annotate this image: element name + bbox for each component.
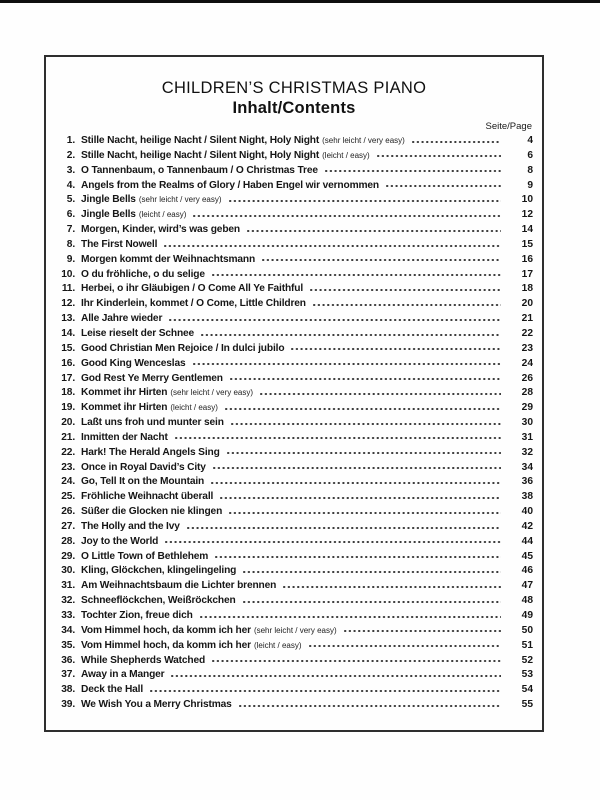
dot-leader (164, 245, 501, 247)
toc-entry (51, 462, 533, 477)
toc-entry (51, 580, 533, 595)
entry-page-number: 52 (521, 654, 533, 666)
entry-title-text: Leise rieselt der Schnee (81, 327, 195, 339)
entry-title (81, 328, 194, 339)
toc-entry (51, 595, 533, 610)
toc-entry (51, 417, 533, 432)
entry-title-text: O Tannenbaum, o Tannenbaum / O Christmas Tree (81, 164, 318, 176)
entry-title (81, 165, 318, 176)
dot-leader (262, 259, 501, 261)
entry-page-number: 23 (521, 342, 533, 354)
toc-entry (51, 565, 533, 580)
entry-page-number: 51 (521, 639, 533, 651)
entry-title (81, 521, 180, 532)
entry-title (81, 610, 193, 621)
entry-title-text: O du fröhliche, o du selige (81, 268, 205, 280)
dot-leader (325, 170, 501, 172)
entry-page-number: 54 (521, 684, 533, 696)
entry-title-text: Angels from the Realms of Glory / Haben Engel wir vernommen (81, 179, 379, 191)
contents-heading: Inhalt/Contents (232, 99, 356, 117)
entry-number: 22. (61, 446, 75, 458)
entry-title-text: O Little Town of Bethlehem (81, 550, 209, 562)
entry-number: 12. (61, 298, 75, 310)
entry-number: 8. (66, 238, 75, 250)
entry-title (81, 135, 405, 146)
entry-title-text: Go, Tell It on the Mountain (81, 476, 205, 488)
entry-page-number: 22 (521, 327, 533, 339)
entry-title-text: Good King Wenceslas (81, 357, 186, 369)
entry-page-number: 14 (521, 224, 533, 236)
toc-entry (51, 358, 533, 373)
entry-title (81, 684, 143, 695)
entry-page-number: 28 (521, 387, 533, 399)
dot-leader (175, 437, 501, 439)
entry-title-text: God Rest Ye Merry Gentlemen (81, 372, 223, 384)
entry-number: 36. (61, 654, 75, 666)
dot-leader (220, 497, 501, 499)
entry-title (81, 343, 284, 354)
entry-title-text: Jingle Bells (81, 194, 136, 206)
toc-entry (51, 254, 533, 269)
entry-title (81, 536, 158, 547)
entry-title-text: Alle Jahre wieder (81, 313, 163, 325)
toc-entry (51, 476, 533, 491)
entry-title (81, 447, 220, 458)
entry-page-number: 40 (521, 506, 533, 518)
entry-title-text: Herbei, o ihr Gläubigen / O Come All Ye Faithful (81, 283, 304, 295)
entry-title (81, 580, 276, 591)
toc-entry (51, 640, 533, 655)
entry-title-text: Hark! The Herald Angels Sing (81, 446, 220, 458)
entry-title-text: Morgen kommt der Weihnachtsmann (81, 253, 256, 265)
entry-page-number: 12 (521, 209, 533, 221)
entry-title-text: Kommet ihr Hirten (81, 402, 168, 414)
contents-frame (44, 55, 544, 732)
dot-leader (230, 378, 501, 380)
entry-page-number: 17 (521, 268, 533, 280)
entry-title-text: Once in Royal David’s City (81, 461, 206, 473)
entry-title (81, 476, 204, 487)
entry-page-number: 36 (521, 476, 533, 488)
entry-number: 15. (61, 342, 75, 354)
entry-title (81, 506, 222, 517)
entry-page-number: 32 (521, 446, 533, 458)
entry-page-number: 20 (521, 298, 533, 310)
book-title: CHILDREN’S CHRISTMAS PIANO (161, 79, 427, 97)
entry-difficulty: (leicht / easy) (253, 640, 302, 650)
dot-leader (227, 452, 501, 454)
entry-page-number: 46 (521, 565, 533, 577)
entry-difficulty: (leicht / easy) (170, 403, 218, 413)
entry-title (81, 655, 205, 666)
entry-title-text: Away in a Manger (81, 669, 165, 681)
entry-title (81, 194, 222, 205)
entry-page-number: 29 (521, 402, 533, 414)
dot-leader (201, 334, 501, 336)
entry-page-number: 49 (521, 610, 533, 621)
dot-leader (313, 304, 501, 306)
entry-number: 16. (61, 357, 75, 369)
entry-title-text: The First Nowell (81, 238, 158, 250)
entry-title-text: Am Weihnachtsbaum die Lichter brennen (81, 580, 277, 592)
entry-title (81, 224, 240, 235)
toc-entry (51, 150, 533, 165)
entry-title (81, 551, 208, 562)
dot-leader (239, 705, 501, 707)
entry-page-number: 8 (527, 164, 533, 176)
entry-title-text: Laßt uns froh und munter sein (81, 417, 224, 429)
toc-entry (51, 343, 533, 358)
entry-page-number: 50 (521, 624, 533, 636)
entry-number: 30. (61, 565, 75, 577)
entry-title-text: Kommet ihr Hirten (81, 387, 168, 399)
toc-list (46, 135, 542, 714)
entry-number: 25. (61, 491, 75, 503)
toc-entry (51, 402, 533, 417)
toc-entry (51, 165, 533, 180)
entry-difficulty: (leicht / easy) (322, 150, 370, 160)
entry-title (81, 595, 236, 606)
dot-leader (150, 690, 501, 692)
entry-title-text: While Shepherds Watched (81, 654, 206, 666)
entry-page-number: 47 (521, 580, 533, 592)
entry-page-number: 44 (521, 535, 533, 547)
dot-leader (412, 141, 501, 143)
entry-title-text: Joy to the World (81, 535, 159, 547)
entry-title (81, 298, 306, 309)
entry-title (81, 432, 168, 443)
entry-difficulty: (sehr leicht / very easy) (138, 195, 222, 205)
dot-leader (309, 645, 501, 647)
toc-entry (51, 447, 533, 462)
dot-leader (225, 408, 501, 410)
entry-title (81, 209, 186, 220)
entry-page-number: 38 (521, 491, 533, 503)
entry-title (81, 625, 337, 636)
toc-entry (51, 298, 533, 313)
entry-title (81, 669, 164, 680)
entry-page-number: 4 (527, 135, 533, 146)
entry-title (81, 699, 232, 710)
toc-entry (51, 135, 533, 150)
entry-title-text: Morgen, Kinder, wird’s was geben (81, 224, 240, 236)
entry-title (81, 491, 213, 502)
dot-leader (215, 556, 501, 558)
entry-number: 24. (61, 476, 75, 488)
entry-number: 39. (61, 699, 75, 711)
entry-difficulty: (sehr leicht / very easy) (170, 388, 254, 398)
toc-entry (51, 699, 533, 714)
toc-entry (51, 328, 533, 343)
toc-entry (51, 506, 533, 521)
entry-difficulty: (leicht / easy) (138, 210, 187, 220)
entry-title (81, 402, 218, 413)
entry-page-number: 34 (521, 461, 533, 473)
toc-entry (51, 551, 533, 566)
toc-entry (51, 209, 533, 224)
entry-page-number: 18 (521, 283, 533, 295)
dot-leader (260, 393, 501, 395)
dot-leader (169, 319, 501, 321)
entry-title-text: The Holly and the Ivy (81, 520, 180, 532)
entry-number: 18. (61, 387, 75, 399)
entry-title (81, 462, 206, 473)
entry-number: 33. (61, 610, 75, 621)
entry-title-text: Stille Nacht, heilige Nacht / Silent Night, Holy Night (81, 149, 320, 161)
entry-number: 4. (66, 179, 75, 191)
entry-page-number: 55 (521, 699, 533, 711)
dot-leader (243, 571, 501, 573)
entry-title (81, 640, 302, 651)
entry-page-number: 45 (521, 550, 533, 562)
entry-page-number: 21 (521, 313, 533, 325)
toc-entry (51, 373, 533, 388)
entry-title (81, 239, 157, 250)
dot-leader (193, 363, 501, 365)
toc-entry (51, 669, 533, 684)
toc-entry (51, 432, 533, 447)
entry-difficulty: (sehr leicht / very easy) (322, 136, 405, 145)
entry-title (81, 387, 253, 398)
entry-number: 6. (66, 209, 75, 221)
dot-leader (165, 541, 501, 543)
entry-page-number: 53 (521, 669, 533, 681)
entry-title-text: We Wish You a Merry Christmas (81, 699, 232, 711)
entry-number: 10. (61, 268, 75, 280)
entry-number: 13. (61, 313, 75, 325)
entry-page-number: 31 (521, 431, 533, 443)
entry-title (81, 150, 370, 161)
entry-number: 3. (66, 164, 75, 176)
toc-entry (51, 610, 533, 625)
entry-number: 23. (61, 461, 75, 473)
dot-leader (283, 586, 501, 588)
entry-number: 9. (66, 253, 75, 265)
toc-entry (51, 387, 533, 402)
toc-entry (51, 655, 533, 670)
dot-leader (243, 601, 501, 603)
entry-title (81, 417, 224, 428)
entry-page-number: 48 (521, 595, 533, 607)
toc-entry (51, 625, 533, 640)
dot-leader (200, 616, 501, 618)
entry-number: 37. (61, 669, 75, 681)
toc-entry (51, 283, 533, 298)
entry-title-text: Ihr Kinderlein, kommet / O Come, Little Children (81, 298, 306, 310)
entry-number: 21. (61, 431, 75, 443)
toc-entry (51, 684, 533, 699)
entry-difficulty: (sehr leicht / very easy) (253, 625, 337, 635)
entry-title-text: Stille Nacht, heilige Nacht / Silent Night, Holy Night (81, 135, 320, 146)
toc-entry (51, 536, 533, 551)
entry-title-text: Deck the Hall (81, 684, 144, 696)
entry-title-text: Kling, Glöckchen, klingelingeling (81, 565, 237, 577)
entry-title (81, 565, 236, 576)
entry-number: 34. (61, 624, 75, 636)
entry-page-number: 24 (521, 357, 533, 369)
dot-leader (247, 230, 501, 232)
toc-entry (51, 521, 533, 536)
dot-leader (291, 348, 501, 350)
entry-title-text: Tochter Zion, freue dich (81, 610, 193, 621)
dot-leader (212, 660, 501, 662)
entry-title (81, 313, 162, 324)
entry-number: 29. (61, 550, 75, 562)
entry-number: 17. (61, 372, 75, 384)
toc-entry (51, 224, 533, 239)
toc-entry (51, 239, 533, 254)
dot-leader (213, 467, 501, 469)
entry-number: 20. (61, 417, 75, 429)
entry-title-text: Vom Himmel hoch, da komm ich her (81, 639, 251, 651)
entry-title (81, 373, 223, 384)
entry-title-text: Vom Himmel hoch, da komm ich her (81, 624, 251, 636)
dot-leader (386, 185, 501, 187)
toc-entry (51, 269, 533, 284)
entry-title-text: Fröhliche Weihnacht überall (81, 491, 214, 503)
dot-leader (344, 630, 501, 632)
entry-number: 1. (66, 135, 75, 146)
entry-page-number: 26 (521, 372, 533, 384)
entry-title-text: Jingle Bells (81, 209, 136, 221)
entry-title-text: Inmitten der Nacht (81, 431, 168, 443)
toc-entry (51, 180, 533, 195)
entry-number: 11. (61, 283, 75, 295)
dot-leader (231, 423, 501, 425)
entry-page-number: 42 (521, 520, 533, 532)
page-column-header: Seite/Page (485, 121, 532, 132)
dot-leader (171, 675, 501, 677)
dot-leader (212, 274, 501, 276)
entry-number: 27. (61, 520, 75, 532)
entry-title-text: Schneeflöckchen, Weißröckchen (81, 595, 236, 607)
entry-number: 31. (61, 580, 75, 592)
entry-number: 19. (61, 402, 75, 414)
entry-number: 35. (61, 639, 75, 651)
entry-page-number: 30 (521, 417, 533, 429)
dot-leader (187, 527, 501, 529)
toc-entry (51, 194, 533, 209)
entry-number: 32. (61, 595, 75, 607)
entry-number: 28. (61, 535, 75, 547)
entry-page-number: 6 (527, 149, 533, 161)
entry-title (81, 180, 379, 191)
toc-entry (51, 313, 533, 328)
dot-leader (211, 482, 501, 484)
entry-title-text: Good Christian Men Rejoice / In dulci jubilo (81, 342, 285, 354)
scan-edge-artifact (0, 0, 600, 3)
dot-leader (229, 512, 501, 514)
entry-title (81, 269, 205, 280)
entry-title (81, 283, 303, 294)
entry-number: 2. (66, 149, 75, 161)
entry-page-number: 10 (521, 194, 533, 206)
entry-number: 14. (61, 327, 75, 339)
dot-leader (310, 289, 501, 291)
entry-title (81, 254, 255, 265)
entry-page-number: 16 (521, 253, 533, 265)
entry-page-number: 9 (527, 179, 533, 191)
entry-number: 38. (61, 684, 75, 696)
toc-entry (51, 491, 533, 506)
dot-leader (377, 155, 501, 157)
entry-number: 5. (66, 194, 75, 206)
entry-number: 7. (66, 224, 75, 236)
entry-title (81, 358, 186, 369)
entry-page-number: 15 (521, 238, 533, 250)
dot-leader (229, 200, 501, 202)
entry-title-text: Süßer die Glocken nie klingen (81, 506, 223, 518)
entry-number: 26. (61, 506, 75, 518)
dot-leader (193, 215, 501, 217)
